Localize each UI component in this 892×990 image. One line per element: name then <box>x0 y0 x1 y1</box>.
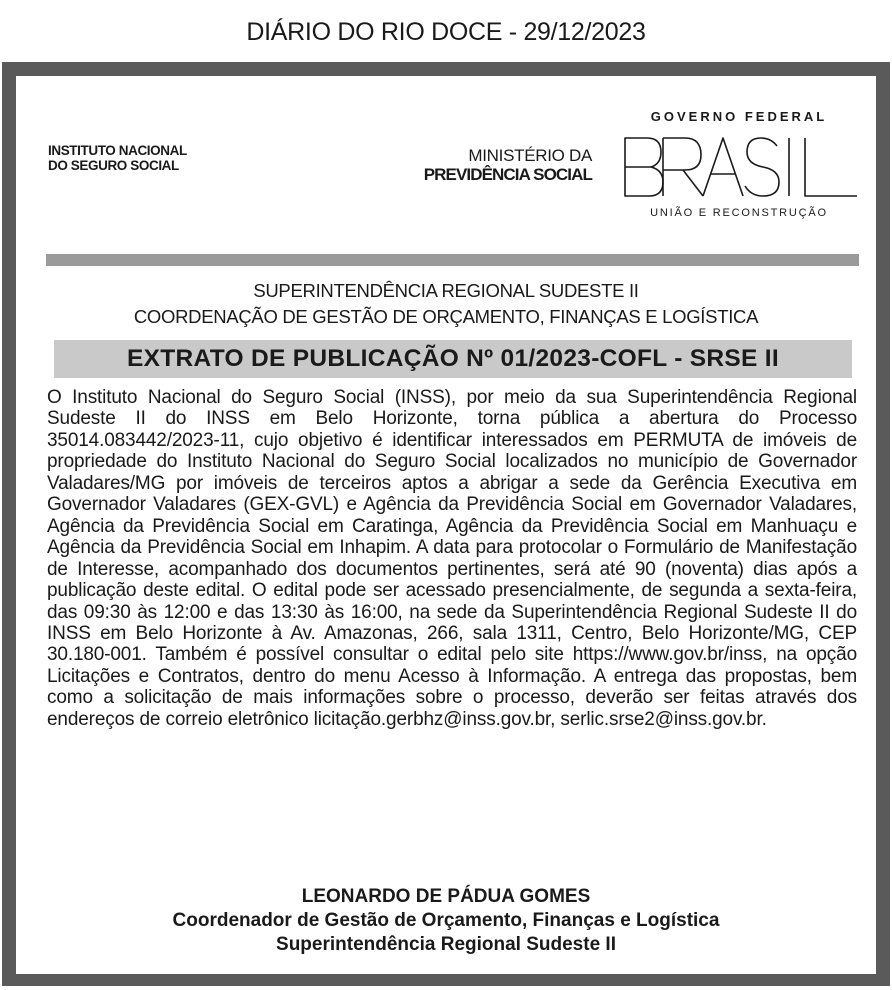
notice-body: O Instituto Nacional do Seguro Social (INSS), por meio da sua Superintendência Regional Sudeste II do INSS em Belo Horizonte, torna pública a abertura do Processo 35014.083442/2023-11, cujo objetivo é identificar interessados em PERMUTA de imóveis de propriedade do Instituto Nacional do Seguro Social localizados no município de Governador Valadares/MG por imóveis de terceiros aptos a abrigar a sede da Gerência Executiva em Governador Valadares (GEX-GVL) e Agência da Previdência Social em Governador Valadares, Agência da Previdência Social em Caratinga, Agência da Previdência Social em Manhuaçu e Agência da Previdência Social em Inhapim. A data para protocolar o Formulário de Manifestação de Interesse, acompanhado dos documentos pertinentes, será até 90 (noventa) dias após a publicação deste edital. O edital pode ser acessado presencialmente, de segunda a sexta-feira, das 09:30 às 12:00 e das 13:30 às 16:00, na sede da Superintendência Regional Sudeste II do INSS em Belo Horizonte à Av. Amazonas, 266, sala 1311, Centro, Belo Horizonte/MG, CEP 30.180-001. Também é possível consultar o edital pelo site https://www.gov.br/inss, na opção Licitações e Contratos, dentro do menu Acesso à Informação. A entrega das propostas, bem como a solicitação de mais informações sobre o processo, deverão ser feitas através dos endereços de correio eletrônico licitação.gerbhz@inss.gov.br, serlic.srse2@inss.gov.br. <box>47 387 857 730</box>
signature-unit: Superintendência Regional Sudeste II <box>276 934 616 955</box>
ministerio-line1: MINISTÉRIO DA <box>468 146 592 165</box>
notice-title: EXTRATO DE PUBLICAÇÃO Nº 01/2023-COFL - SRSE II <box>54 340 852 378</box>
brasil-wordmark-logo <box>611 128 867 206</box>
ministerio-line2: PREVIDÊNCIA SOCIAL <box>423 165 592 184</box>
inss-line2: DO SEGURO SOCIAL <box>48 158 179 173</box>
signature-name: LEONARDO DE PÁDUA GOMES <box>301 886 591 907</box>
gov-federal-label: GOVERNO FEDERAL <box>650 109 828 124</box>
inss-line1: INSTITUTO NACIONAL <box>48 143 187 158</box>
uniao-reconstrucao-label: UNIÃO E RECONSTRUÇÃO <box>650 207 828 219</box>
superintendencia-subtitle: SUPERINTENDÊNCIA REGIONAL SUDESTE II <box>253 280 639 301</box>
notice-frame <box>2 62 890 986</box>
signature-role: Coordenador de Gestão de Orçamento, Finanças e Logística <box>172 910 720 931</box>
divider-bar <box>46 254 859 266</box>
coordenacao-subtitle: COORDENAÇÃO DE GESTÃO DE ORÇAMENTO, FINANÇAS E LOGÍSTICA <box>133 306 759 327</box>
ministerio-logo-text <box>366 146 592 184</box>
newspaper-header: DIÁRIO DO RIO DOCE - 29/12/2023 <box>246 18 646 46</box>
inss-logo-text <box>48 143 248 173</box>
